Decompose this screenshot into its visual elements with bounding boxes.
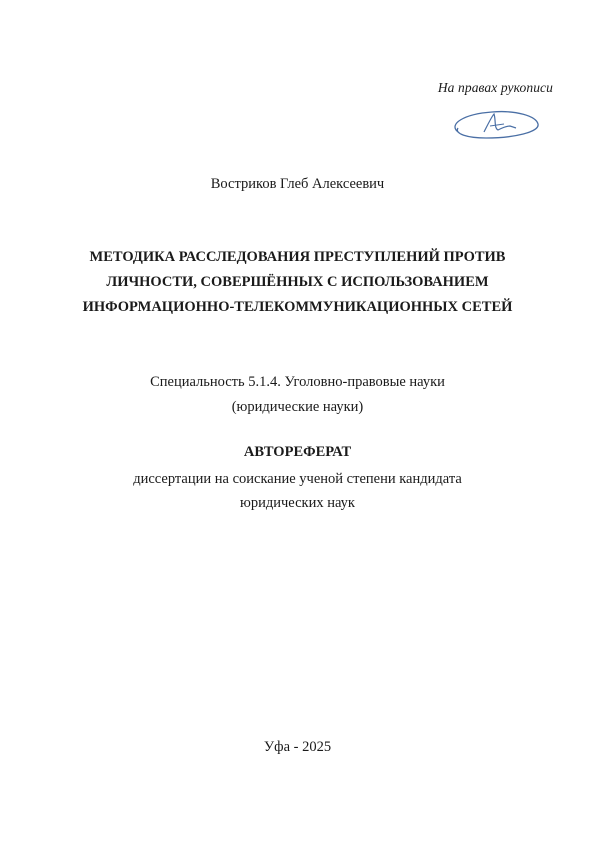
- specialty-line: Специальность 5.1.4. Уголовно-правовые науки: [150, 374, 445, 390]
- dissertation-title: [0, 245, 595, 320]
- place-and-year: Уфа - 2025: [263, 739, 332, 755]
- abstract-description-line: юридических наук: [240, 495, 355, 511]
- title-line: ИНФОРМАЦИОННО-ТЕЛЕКОММУНИКАЦИОННЫХ СЕТЕЙ: [82, 299, 513, 315]
- rights-note: На правах рукописи: [437, 80, 553, 95]
- abstract-description: [0, 467, 595, 515]
- abstract-heading: АВТОРЕФЕРАТ: [243, 444, 352, 460]
- specialty-block: [0, 370, 595, 420]
- abstract-description-line: диссертации на соискание ученой степени кандидата: [133, 471, 462, 487]
- title-line: ЛИЧНОСТИ, СОВЕРШЁННЫХ С ИСПОЛЬЗОВАНИЕМ: [106, 274, 489, 290]
- handwritten-signature: [444, 104, 544, 144]
- specialty-field: (юридические науки): [231, 399, 364, 415]
- title-line: МЕТОДИКА РАССЛЕДОВАНИЯ ПРЕСТУПЛЕНИЙ ПРОТИВ: [89, 249, 506, 265]
- author-name: Востриков Глеб Алексеевич: [210, 176, 385, 192]
